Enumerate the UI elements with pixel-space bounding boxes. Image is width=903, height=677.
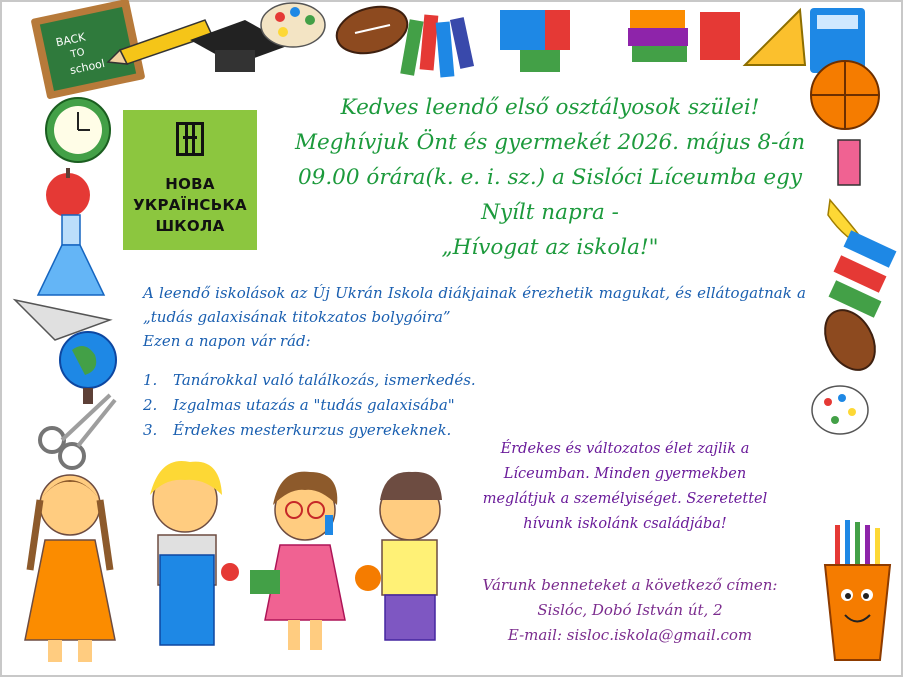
chalkboard-text: BACK — [54, 30, 87, 50]
school-life-text: Érdekes és változatos élet zajlik a Líceumban. Minden gyermekben meglátjuk a személyiséget. Szeretettel hívunk iskolánk családjába! — [482, 441, 768, 532]
list-item: 2. Izgalmas utazás a "tudás galaxisába" — [143, 396, 455, 414]
logo-line-3: ШКОЛА — [155, 217, 225, 235]
child-girl-glasses-icon — [250, 472, 345, 650]
logo-line-1: НОВА — [165, 175, 215, 193]
palette-icon-right — [812, 386, 868, 434]
contact-lead: Várunk benneteket a következő címen: — [482, 576, 778, 594]
cube-icon — [500, 10, 570, 72]
markers-icon — [829, 230, 897, 317]
scissors-icon — [40, 395, 115, 468]
books-icon — [628, 10, 740, 62]
child-boy-cap-icon — [355, 472, 442, 640]
headline-line-5: „Hívogat az iskola!" — [441, 235, 659, 260]
palette-icon — [261, 3, 325, 47]
alarm-clock-icon — [46, 98, 110, 162]
svg-text:school: school — [68, 56, 106, 78]
list-item: 1. Tanárokkal való találkozás, ismerkedés. — [143, 371, 476, 389]
ruler-icon — [745, 10, 805, 65]
program-lead: Ezen a napon vár rád: — [143, 332, 311, 350]
headline-line-2: Meghívjuk Önt és gyermekét 2026. május 8-án — [294, 130, 806, 155]
list-item: 3. Érdekes mesterkurzus gyerekeknek. — [143, 421, 452, 439]
contact-block — [470, 573, 790, 648]
headline-line-1: Kedves leendő első osztályosok szülei! — [340, 95, 760, 120]
globe-icon — [60, 332, 116, 404]
football-icon — [332, 0, 413, 61]
pencil-cup-icon — [825, 520, 890, 660]
headline-line-3: 09.00 órára(k. e. i. sz.) a Sislóci Líceumba egy — [297, 165, 803, 190]
program-list — [143, 368, 543, 443]
flask-icon — [38, 215, 104, 295]
child-girl-braids-icon — [25, 475, 115, 662]
logo-line-2: УКРАЇНСЬКА — [133, 196, 247, 214]
contact-address: Sislóc, Dobó István út, 2 — [537, 601, 723, 619]
contact-email[interactable]: E-mail: sisloc.iskola@gmail.com — [507, 626, 753, 644]
child-boy-blonde-icon — [150, 461, 239, 645]
headline-line-4: Nyílt napra - — [481, 200, 619, 225]
invitation-headline — [265, 90, 835, 265]
nus-logo — [123, 110, 257, 250]
logo-mark-icon — [176, 122, 204, 156]
svg-text:TO: TO — [69, 46, 86, 61]
apple-icon — [46, 168, 90, 217]
intro-block — [143, 281, 806, 353]
intro-paragraph: A leendő iskolások az Új Ukrán Iskola diákjainak érezhetik magukat, és ellátogatnak a „tudás galaxisának titokzatos bolygóira” — [143, 284, 806, 326]
crayon-icon — [838, 140, 860, 185]
crayons-icon — [400, 14, 474, 77]
